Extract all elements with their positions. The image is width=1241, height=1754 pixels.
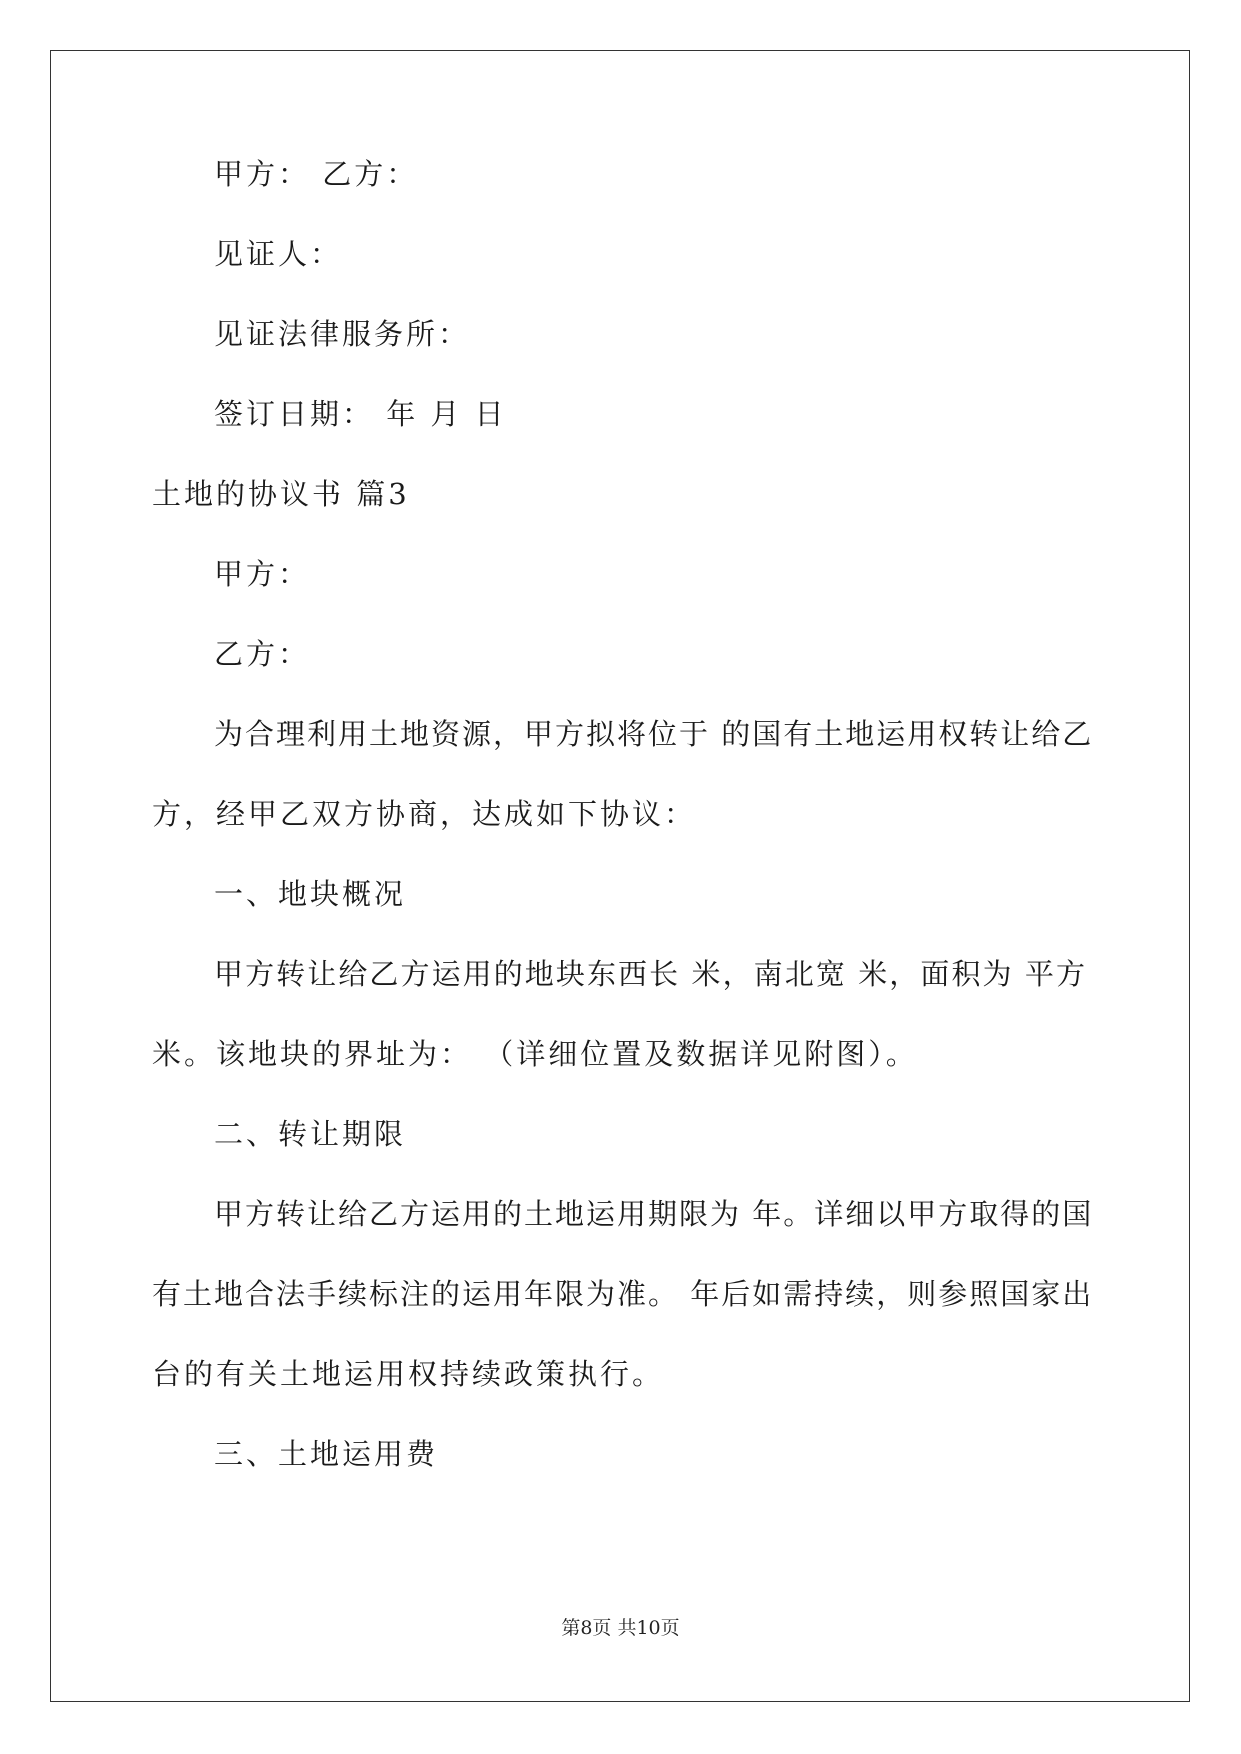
party-a-label: 甲方： bbox=[214, 557, 311, 591]
clause-paragraph-line: 台的有关土地运用权持续政策执行。 bbox=[152, 1357, 665, 1391]
clause-paragraph-line: 有土地合法手续标注的运用年限为准。 年后如需持续，则参照国家出 bbox=[152, 1277, 1094, 1311]
clause-paragraph-line: 甲方转让给乙方运用的地块东西长 米，南北宽 米，面积为 平方 bbox=[214, 957, 1087, 991]
clause-heading: 一、地块概况 bbox=[214, 877, 407, 911]
signature-witness: 见证人： bbox=[214, 237, 343, 271]
section-title: 土地的协议书 篇3 bbox=[152, 477, 410, 511]
party-b-label: 乙方： bbox=[214, 637, 311, 671]
clause-paragraph-line: 甲方转让给乙方运用的土地运用期限为 年。详细以甲方取得的国 bbox=[214, 1197, 1094, 1231]
signature-date: 签订日期： 年 月 日 bbox=[214, 397, 507, 431]
clause-heading: 三、土地运用费 bbox=[214, 1437, 439, 1471]
signature-law-office: 见证法律服务所： bbox=[214, 317, 471, 351]
page-number: 第8页 共10页 bbox=[561, 1617, 680, 1639]
intro-paragraph-line: 方，经甲乙双方协商，达成如下协议： bbox=[152, 797, 697, 831]
signature-party-line: 甲方： 乙方： bbox=[214, 157, 419, 191]
clause-heading: 二、转让期限 bbox=[214, 1117, 407, 1151]
clause-paragraph-line: 米。该地块的界址为： （详细位置及数据详见附图）。 bbox=[152, 1037, 918, 1071]
intro-paragraph-line: 为合理利用土地资源，甲方拟将位于 的国有土地运用权转让给乙 bbox=[214, 717, 1094, 751]
